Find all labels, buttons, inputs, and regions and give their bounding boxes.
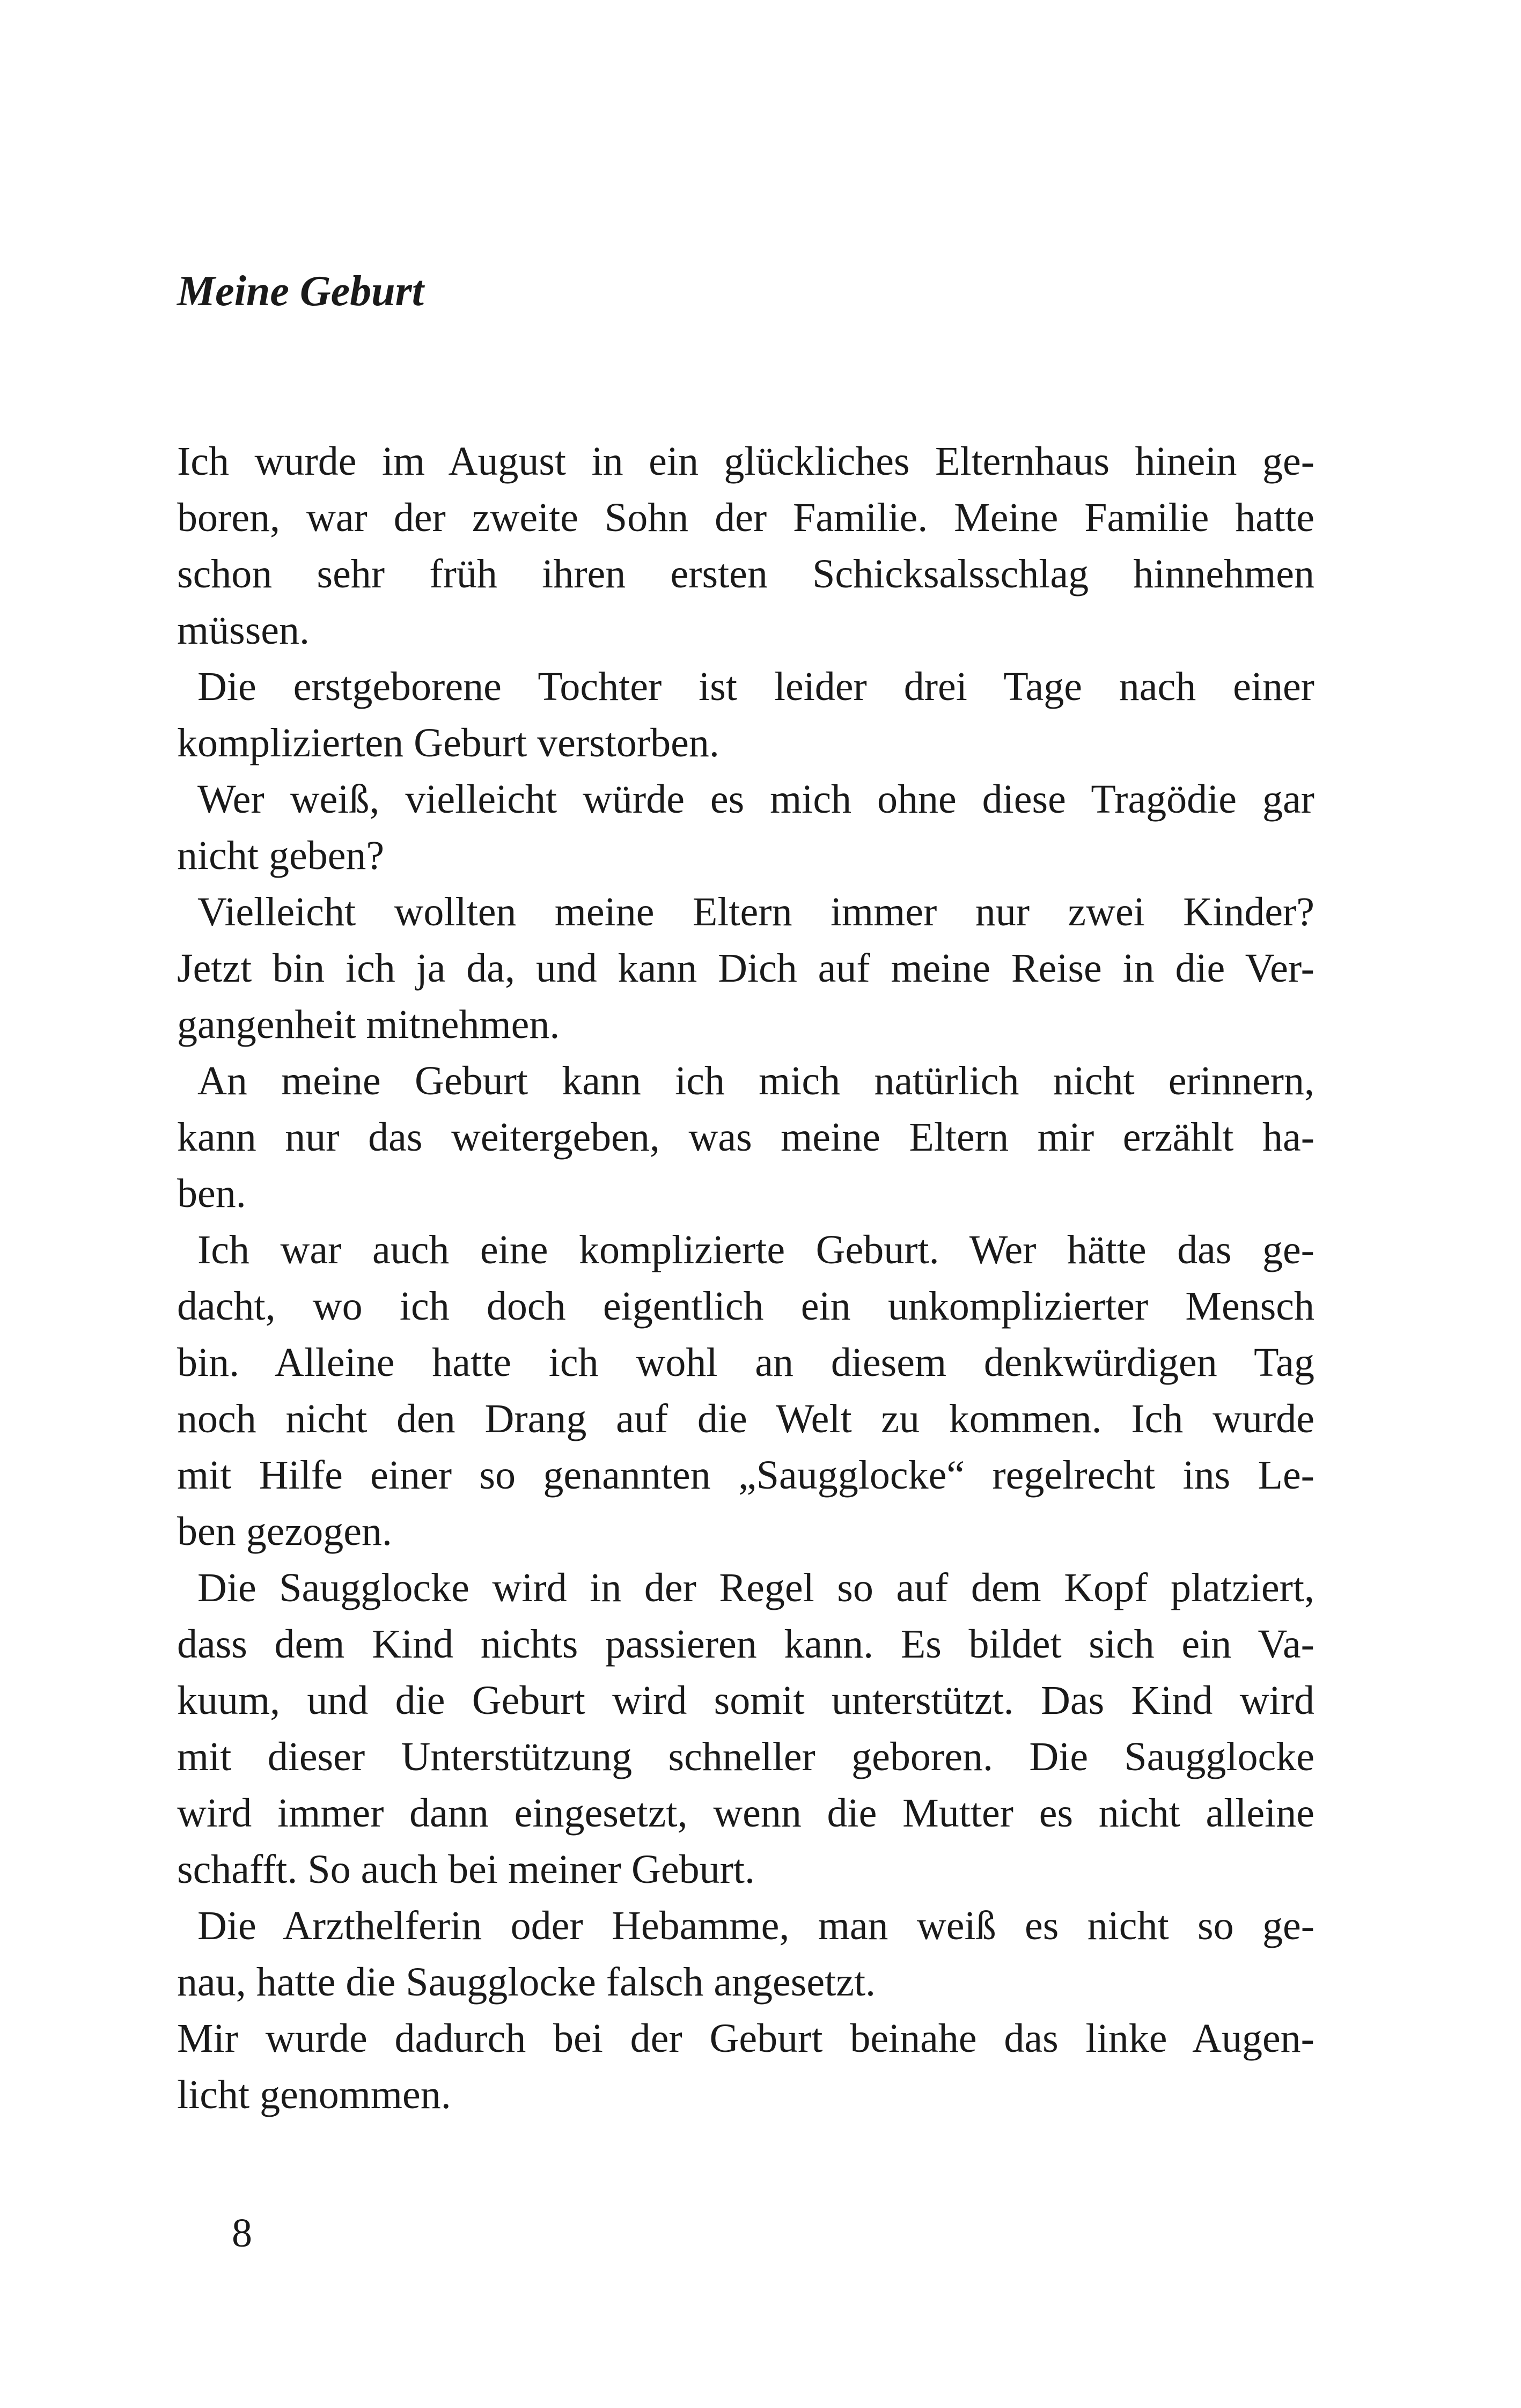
paragraph <box>177 1898 1314 2011</box>
text-line: Vielleicht wollten meine Eltern immer nur zwei Kinder? <box>197 889 1314 934</box>
text-line: bin. Alleine hatte ich wohl an diesem denkwürdigen Tag <box>177 1340 1314 1385</box>
text-line: kann nur das weitergeben, was meine Eltern mir erzählt ha- <box>177 1115 1314 1160</box>
text-line: müssen. <box>177 608 310 653</box>
text-line: Jetzt bin ich ja da, und kann Dich auf meine Reise in die Ver- <box>177 946 1314 991</box>
text-line: wird immer dann eingesetzt, wenn die Mutter es nicht alleine <box>177 1791 1314 1836</box>
text-line: schafft. So auch bei meiner Geburt. <box>177 1847 755 1892</box>
text-line: ben. <box>177 1171 246 1216</box>
text-line: An meine Geburt kann ich mich natürlich nicht erinnern, <box>197 1058 1314 1103</box>
text-line: gangenheit mitnehmen. <box>177 1002 560 1047</box>
text-line: Wer weiß, vielleicht würde es mich ohne diese Tragödie gar <box>197 777 1314 822</box>
paragraph <box>177 771 1314 884</box>
text-line: schon sehr früh ihren ersten Schicksalsschlag hinnehmen <box>177 551 1314 597</box>
paragraph <box>177 2011 1314 2123</box>
text-line: noch nicht den Drang auf die Welt zu kommen. Ich wurde <box>177 1396 1314 1441</box>
paragraph <box>177 1222 1314 1560</box>
text-line: ben gezogen. <box>177 1509 392 1554</box>
paragraph <box>177 433 1314 659</box>
text-line: nau, hatte die Saugglocke falsch angesetzt. <box>177 1960 876 2005</box>
text-line: Die Saugglocke wird in der Regel so auf dem Kopf platziert, <box>197 1565 1314 1610</box>
text-line: Ich war auch eine komplizierte Geburt. Wer hätte das ge- <box>197 1227 1314 1272</box>
text-line: boren, war der zweite Sohn der Familie. Meine Familie hatte <box>177 495 1314 540</box>
text-line: Mir wurde dadurch bei der Geburt beinahe das linke Augen- <box>177 2016 1314 2061</box>
text-line: mit dieser Unterstützung schneller geboren. Die Saugglocke <box>177 1734 1314 1779</box>
paragraph <box>177 1560 1314 1898</box>
body-text <box>177 433 1314 2123</box>
text-line: kuum, und die Geburt wird somit unterstützt. Das Kind wird <box>177 1678 1314 1723</box>
text-line: Die Arzthelferin oder Hebamme, man weiß es nicht so ge- <box>197 1903 1314 1948</box>
chapter-title: Meine Geburt <box>177 268 424 315</box>
paragraph <box>177 884 1314 1053</box>
page-number: 8 <box>232 2211 252 2256</box>
text-line: Ich wurde im August in ein glückliches Elternhaus hinein ge- <box>177 439 1314 484</box>
text-line: dass dem Kind nichts passieren kann. Es bildet sich ein Va- <box>177 1622 1314 1667</box>
paragraph <box>177 659 1314 771</box>
paragraph <box>177 1053 1314 1222</box>
text-line: Die erstgeborene Tochter ist leider drei Tage nach einer <box>197 664 1314 709</box>
text-line: komplizierten Geburt verstorben. <box>177 720 719 765</box>
text-line: nicht geben? <box>177 833 385 878</box>
text-line: mit Hilfe einer so genannten „Saugglocke“ regelrecht ins Le- <box>177 1453 1314 1498</box>
text-line: licht genommen. <box>177 2072 451 2117</box>
text-line: dacht, wo ich doch eigentlich ein unkomplizierter Mensch <box>177 1284 1314 1329</box>
